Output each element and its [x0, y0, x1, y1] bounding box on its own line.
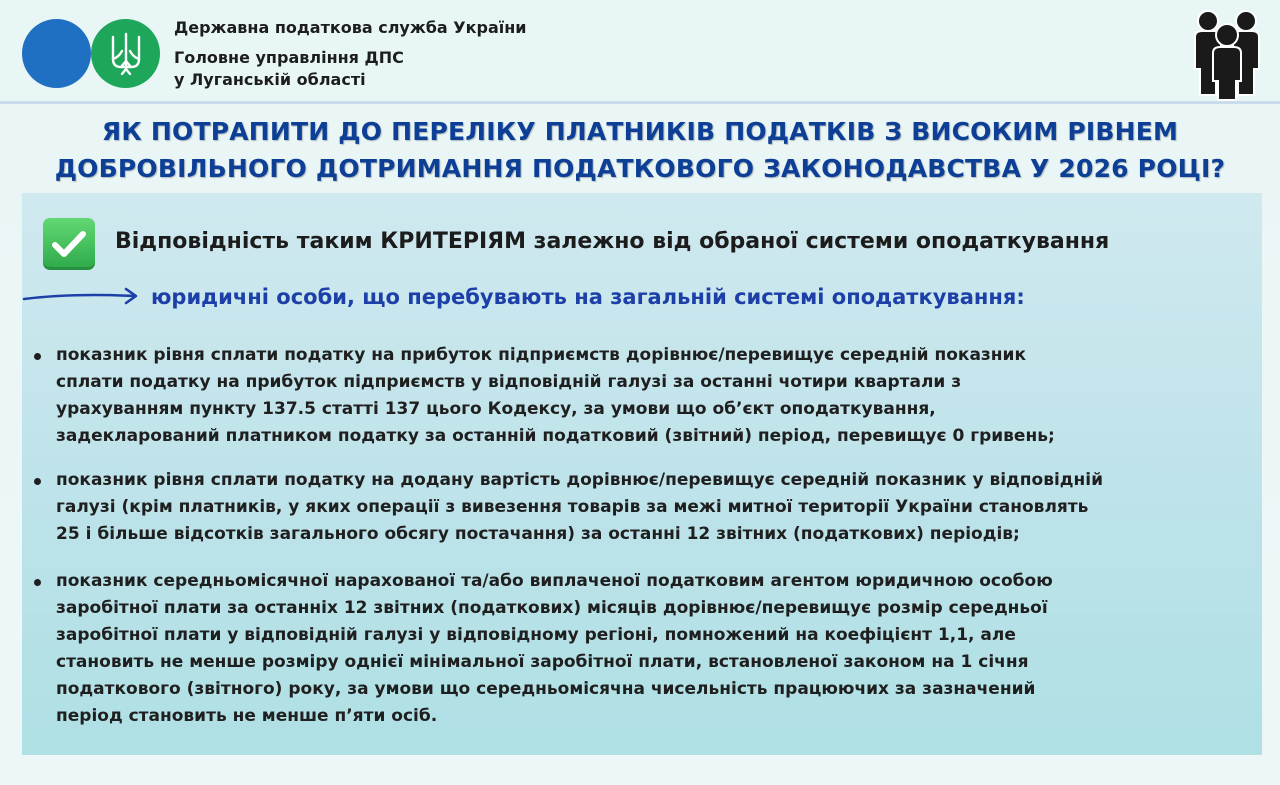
trident-logo	[91, 19, 160, 88]
title-line-2: ДОБРОВІЛЬНОГО ДОТРИМАННЯ ПОДАТКОВОГО ЗАКОНОДАВСТВА У 2026 РОЦІ?	[54, 154, 1226, 183]
checkmark-badge	[43, 218, 95, 270]
list-item: показник середньомісячної нарахованої та/або виплаченої податковим агентом юридичною особою заробітної плати за останніх 12 звітних (податкових) місяців дорівнює/перевищує розмір середньої заробітної плати у відповідній галузі у відповідному регіоні, помножений на коефіцієнт 1,1, але становить не менше розміру однієї мінімальної заробітної плати, встановленої законом на 1 січня податкового (звітного) року, за умови що середньомісячна чисельність працюючих за зазначений період становить не менше п’яти осіб.	[32, 568, 1262, 730]
org-line-2: Головне управління ДПС	[174, 48, 404, 67]
arrow-right-icon	[22, 285, 142, 307]
list-item: показник рівня сплати податку на прибуток підприємств дорівнює/перевищує середній показник сплати податку на прибуток підприємств у відповідній галузі за останні чотири квартали з урахуванням пункту 137.5 статті 137 цього Кодексу, за умови що об’єкт оподаткування, задекларований платником податку за останній податковий (звітний) період, перевищує 0 гривень;	[32, 342, 1262, 450]
page-title	[0, 113, 1280, 187]
criteria-heading: Відповідність таким КРИТЕРІЯМ залежно від обраної системи оподаткування	[115, 229, 1110, 254]
header	[0, 0, 1280, 104]
criteria-list	[32, 342, 1262, 730]
criteria-panel	[22, 193, 1262, 755]
organization-name	[174, 17, 654, 91]
trident-icon	[109, 31, 143, 77]
list-item: показник рівня сплати податку на додану вартість дорівнює/перевищує середній показник у відповідній галузі (крім платників, у яких операції з вивезення товарів за межі митної території України становлять 25 і більше відсотків загального обсягу постачання) за останні 12 звітних (податкових) періодів;	[32, 467, 1262, 548]
checkmark-icon	[51, 229, 87, 259]
org-line-3: у Луганській області	[174, 70, 366, 89]
title-line-1: ЯК ПОТРАПИТИ ДО ПЕРЕЛІКУ ПЛАТНИКІВ ПОДАТКІВ З ВИСОКИМ РІВНЕМ	[101, 117, 1179, 146]
org-line-1: Державна податкова служба України	[174, 18, 527, 37]
subheading: юридичні особи, що перебувають на загальній системі оподаткування:	[151, 285, 1025, 309]
blue-circle-icon	[22, 19, 91, 88]
group-of-people-icon	[1192, 7, 1262, 102]
